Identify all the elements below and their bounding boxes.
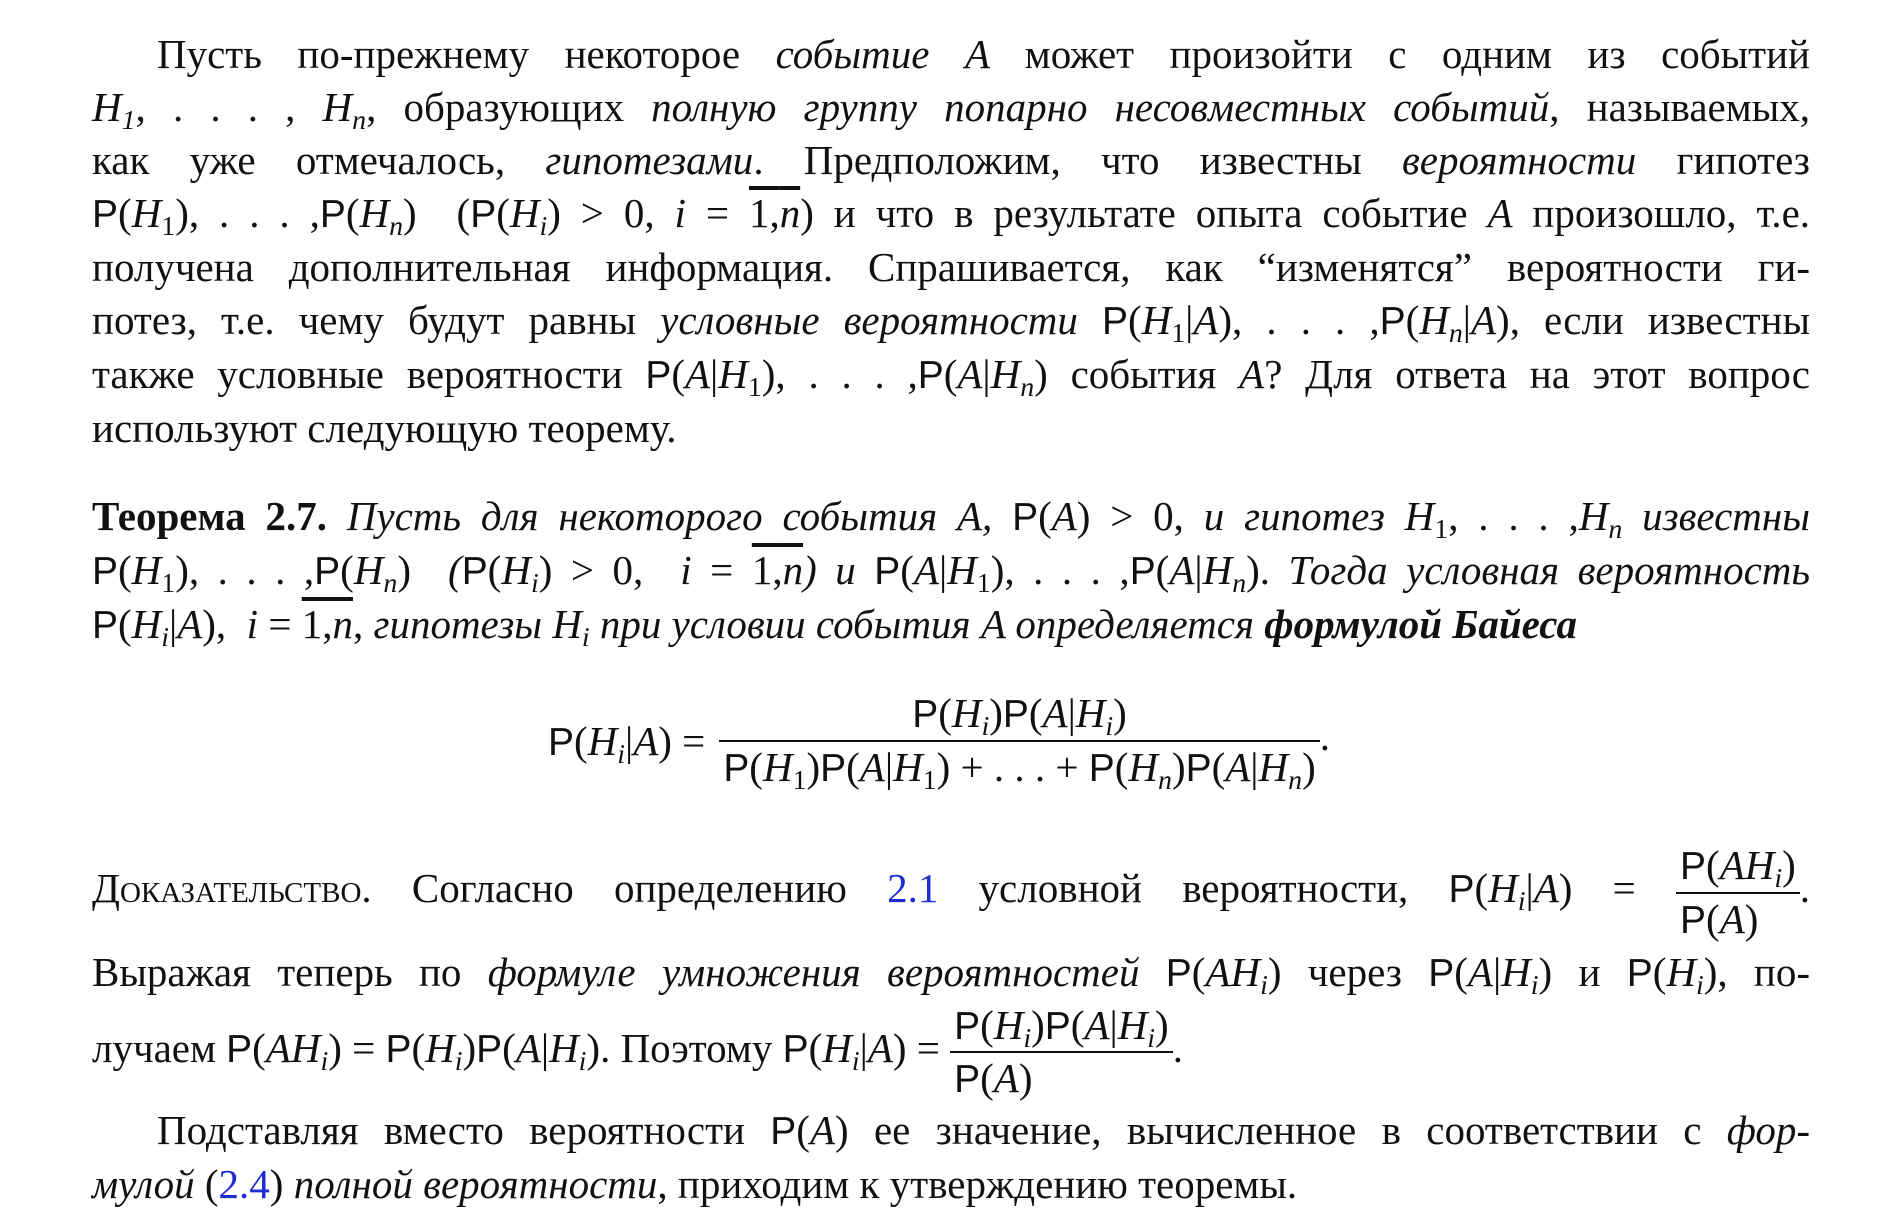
proof-line-3: лучаем $P(AH_i) = P(H_i)P(A|H_i)$. Поэтому $P(H_i|A)$ = $\frac{P(H_i)P(A|H_i)}{P(A)}$ . — [92, 1001, 1183, 1102]
ref-definition-2-1[interactable]: 2.1 — [887, 865, 939, 912]
theorem-block — [92, 490, 1810, 652]
theorem-line-3: $P(H_i|A)$, i = 1,n, гипотезы $H_i$ при условии события A определяется формулой Байеса — [92, 601, 1577, 653]
intro-line-2: $H_1$, . . . , $H_n$, образующих полную группу попарно несовместных событий, называемых, — [92, 84, 1810, 136]
formula-denominator: $P(H_1)P(A|H_1)$ + . . . + $P(H_n)P(A|H_n)$ — [719, 740, 1319, 792]
final-line-2: мулой (2.4) полной вероятности, приходим к утверждению теоремы. — [92, 1161, 1298, 1207]
proof-fraction-2: $\frac{P(H_i)P(A|H_i)}{P(A)}$ — [950, 1002, 1173, 1104]
proof-line-2: Выражая теперь по формуле умножения вероятностей $P(AH_i)$ через $P(A|H_i)$ и $P(H_i)$, по- — [92, 948, 1810, 1001]
theorem-line-2: $P(H_1)$, . . . $,P(H_n) (P(H_i) > 0$, i = 1,n) и $P(A|H_1)$, . . . $,P(A|H_n)$. Тогда условная вероятность — [92, 547, 1811, 599]
formula-fraction — [719, 690, 1319, 796]
proof-line-1: Доказательство. Согласно определению 2.1 условной вероятности, $P(H_i|A)$ = $\frac{P(AH_i)}{P(A)}$ . — [92, 842, 1810, 942]
ref-formula-2-4[interactable]: 2.4 — [218, 1161, 270, 1207]
bayes-formula: $P(H_i|A)$ = $\frac{P(H_i)P(A|H_i)}{P(H_1)P(A|H_1) + . . . + P(H_n)P(A|H_n)}$ . — [548, 690, 1330, 796]
bayes-formula-term: формулой Байеса — [1264, 601, 1577, 647]
theorem-line-1: Теорема 2.7. Пусть для некоторого события A, P(A) > 0, и гипотез $H_1$, . . . $,H_n$ известны — [92, 493, 1810, 545]
proof-label: Доказательство. — [92, 865, 372, 912]
formula-lhs: $P(H_i|A)$ = — [548, 717, 706, 770]
intro-line-1: Пусть по-прежнему некоторое событие A может произойти с одним из событий — [157, 31, 1810, 77]
proof-block — [92, 842, 1810, 1103]
intro-line-3: как уже отмечалось, гипотезами. Предположим, что известны вероятности гипотез — [92, 137, 1810, 183]
intro-line-7: также условные вероятности $P(A|H_1)$, . . . $,P(A|H_n)$ события A? Для ответа на этот вопрос — [92, 351, 1810, 403]
intro-line-8: используют следующую теорему. — [92, 405, 677, 451]
intro-line-6: потез, т.е. чему будут равны условные вероятности $P(H_1|A)$, . . . $,P(H_n|A)$, если известны — [92, 297, 1810, 349]
intro-line-5: получена дополнительная информация. Спрашивается, как “изменятся” вероятности ги- — [92, 244, 1810, 290]
proof-fraction-1: $\frac{P(AH_i)}{P(A)}$ — [1676, 842, 1800, 944]
theorem-heading: Теорема 2.7. — [92, 493, 327, 539]
final-line-1: Подставляя вместо вероятности P(A) ее значение, вычисленное в соответствии с фор- — [157, 1107, 1810, 1153]
final-paragraph — [92, 1104, 1810, 1211]
intro-line-4: $P(H_1)$, . . . $,P(H_n) (P(H_i) > 0$, i = 1,n) и что в результате опыта событие A произошло, т.е. — [92, 190, 1811, 242]
intro-paragraph — [92, 28, 1810, 455]
formula-numerator: $P(H_i)P(A|H_i)$ — [912, 690, 1127, 742]
